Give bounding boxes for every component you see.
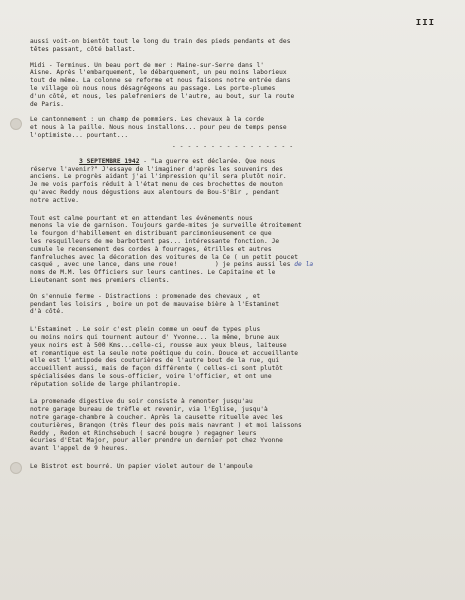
typed-text-body bbox=[30, 38, 435, 471]
punch-hole-icon bbox=[10, 462, 22, 474]
paragraph: Le cantonnement : un champ de pommiers. Les chevaux à la corde et nous à la paille. Nous nous installons... pour peu de temps pense l'optimiste... pourtant... bbox=[30, 116, 287, 139]
paragraph: La promenade digestive du soir consiste à remonter jusqu'au notre garage bureau de trèfle et revenir, via l'Eglise, jusqu'à notre garage-chambre à coucher. Après la causette rituelle avec les couturières, Branqon (très fleur des pois mais navrant ) et moi laissons Reddy , Redon et Rinchsebuch ( sacré bougre ) regagner leurs écuries d'Etat Major, pour aller prendre un dernier pot chez Yvonne avant l'appel de 9 heures. bbox=[30, 398, 302, 453]
page-number: III bbox=[415, 18, 435, 28]
paragraph: aussi voit-on bientôt tout le long du train des pieds pendants et des têtes passant, côté ballast. bbox=[30, 38, 291, 53]
paragraph: Tout est calme pourtant et en attendant les événements nous menons la vie de garnison. Toujours garde-mites je surveille étroitement le fourgon d'habillement en distribuant parcimonieusement ce que les resquilleurs de me barbottent pas... intéressante fonction. Je cumule le recensement des cordes à fourrages, étrilles et autres fanfreluches avec la décoration des voitures de la Ce ( un petit poucet casqué , avec une lance, dans une roue! ) je peins aussi les de la noms de M.M. les Officiers sur leurs cantines. Le Capitaine et le Lieutenant sont mes premiers clients. bbox=[30, 214, 314, 284]
section-separator: - - - - - - - - - - - - - - - - bbox=[171, 141, 294, 150]
paragraph: Midi - Terminus. Un beau port de mer : Maine-sur-Serre dans l' Aisne. Après l'embarquement, le débarquement, un peu moins laborieux tout de même. La colonne se reforme et nous faisons notre entrée dans le village où nous nous désagrégeons au passage. Les porte-plumes d'un côté, et nous, les palefreniers de l'autre, au bout, sur la route de Paris. bbox=[30, 61, 295, 108]
paragraph: 3 SEPTEMBRE 1942 - "La guerre est déclarée. Que nous réserve l'avenir?" J'essaye de l'imaginer d'après les souvenirs des anciens. Le progrès aidant j'ai l'impression qu'il sera plutôt noir. Je me vois parfois réduit à l'état menu de ces brochettes de mouton qu'avec Reddy nous dégustions aux alentours de Bou-S'Bir , pendant notre active. bbox=[30, 157, 287, 204]
paragraph: On s'ennuie ferme - Distractions : promenade des chevaux , et pendant les loisirs , boire un pot de mauvaise bière à l'Estaminet d'à côté. bbox=[30, 292, 280, 316]
paragraph: Le Bistrot est bourré. Un papier violet autour de l'ampoule bbox=[30, 463, 253, 471]
paragraph: L'Estaminet . Le soir c'est plein comme un oeuf de types plus ou moins noirs qui tournent autour d' Yvonne... la même, brune aux yeux noirs est à 500 Kms...celle-ci, rousse aux yeux bleus, laiteuse et romantique est la seule note poétique du coin. Douce et accueillante elle est l'antipode des couturières de l'autre bout de la rue, qui accueillent aussi, mais de façon différente ( celles-ci sont plutôt spécialisées dans le sous-officier, voire l'officier, et ont une réputation solide de large philantropie. bbox=[30, 326, 299, 388]
date-heading: 3 SEPTEMBRE 1942 bbox=[79, 157, 140, 165]
handwritten-note: de la bbox=[294, 261, 314, 269]
punch-hole-icon bbox=[10, 118, 22, 130]
